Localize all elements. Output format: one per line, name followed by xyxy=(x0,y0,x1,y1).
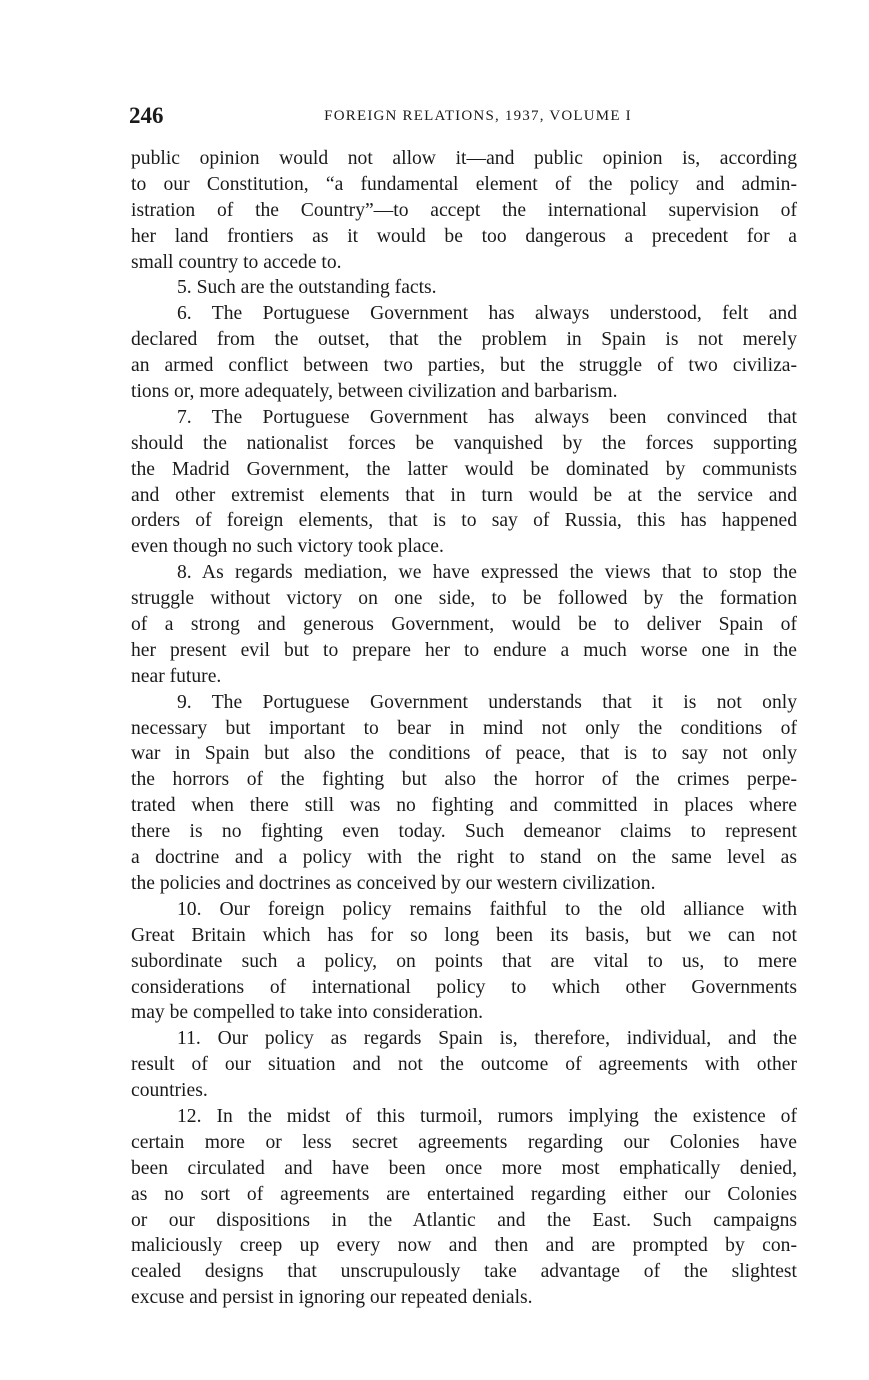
text-line: the Madrid Government, the latter would be dominated by communists xyxy=(131,458,797,480)
text-line: the policies and doctrines as conceived by our western civilization. xyxy=(131,872,656,894)
text-line: tions or, more adequately, between civilization and barbarism. xyxy=(131,381,618,403)
text-line: her land frontiers as it would be too dangerous a precedent for a xyxy=(131,225,797,247)
text-line: 9. The Portuguese Government understands that it is not only xyxy=(177,691,797,713)
running-title: FOREIGN RELATIONS, 1937, VOLUME I xyxy=(324,108,632,124)
text-line: 7. The Portuguese Government has always been convinced that xyxy=(177,406,797,428)
text-line: istration of the Country”—to accept the international supervision of xyxy=(131,199,797,221)
text-line: 11. Our policy as regards Spain is, therefore, individual, and the xyxy=(177,1028,797,1050)
text-line: and other extremist elements that in turn would be at the service and xyxy=(131,484,797,506)
text-line: war in Spain but also the conditions of peace, that is to say not only xyxy=(131,743,797,765)
text-line: the horrors of the fighting but also the horror of the crimes perpe- xyxy=(131,769,797,791)
text-line: 8. As regards mediation, we have expressed the views that to stop the xyxy=(177,562,797,584)
text-line: a doctrine and a policy with the right to stand on the same level as xyxy=(131,847,797,869)
text-line: necessary but important to bear in mind not only the conditions of xyxy=(131,717,797,739)
text-line: or our dispositions in the Atlantic and the East. Such campaigns xyxy=(131,1209,797,1231)
text-line: there is no fighting even today. Such demeanor claims to represent xyxy=(131,821,797,843)
text-line: small country to accede to. xyxy=(131,251,342,273)
text-line: 10. Our foreign policy remains faithful to the old alliance with xyxy=(177,898,797,920)
text-line: orders of foreign elements, that is to say of Russia, this has happened xyxy=(131,510,797,532)
text-line: considerations of international policy to which other Governments xyxy=(131,976,797,998)
text-line: of a strong and generous Government, would be to deliver Spain of xyxy=(131,614,797,636)
text-line: 6. The Portuguese Government has always understood, felt and xyxy=(177,303,797,325)
text-line: struggle without victory on one side, to be followed by the formation xyxy=(131,588,797,610)
text-line: result of our situation and not the outcome of agreements with other xyxy=(131,1054,797,1076)
text-line: her present evil but to prepare her to endure a much worse one in the xyxy=(131,639,797,661)
text-line: certain more or less secret agreements regarding our Colonies have xyxy=(131,1131,797,1153)
text-line: been circulated and have been once more most emphatically denied, xyxy=(131,1157,797,1179)
text-line: near future. xyxy=(131,665,222,687)
text-line: as no sort of agreements are entertained regarding either our Colonies xyxy=(131,1183,797,1205)
text-line: subordinate such a policy, on points that are vital to us, to mere xyxy=(131,950,797,972)
body-text xyxy=(131,146,797,1311)
text-line: maliciously creep up every now and then and are prompted by con- xyxy=(131,1235,797,1257)
text-line: declared from the outset, that the problem in Spain is not merely xyxy=(131,329,797,351)
page-number: 246 xyxy=(129,103,164,128)
text-line: cealed designs that unscrupulously take advantage of the slightest xyxy=(131,1261,797,1283)
text-line: should the nationalist forces be vanquished by the forces supporting xyxy=(131,432,797,454)
text-line: may be compelled to take into consideration. xyxy=(131,1002,484,1024)
text-line: excuse and persist in ignoring our repeated denials. xyxy=(131,1287,533,1309)
running-head xyxy=(129,101,797,131)
text-line: public opinion would not allow it—and public opinion is, according xyxy=(131,148,797,169)
text-line: even though no such victory took place. xyxy=(131,536,444,558)
text-line: an armed conflict between two parties, but the struggle of two civiliza- xyxy=(131,355,797,377)
text-line: 5. Such are the outstanding facts. xyxy=(177,277,437,299)
text-line: 12. In the midst of this turmoil, rumors implying the existence of xyxy=(177,1105,797,1127)
text-line: to our Constitution, “a fundamental element of the policy and admin- xyxy=(131,173,797,195)
text-line: trated when there still was no fighting and committed in places where xyxy=(131,795,797,817)
text-line: Great Britain which has for so long been its basis, but we can not xyxy=(131,924,797,946)
text-line: countries. xyxy=(131,1080,208,1102)
